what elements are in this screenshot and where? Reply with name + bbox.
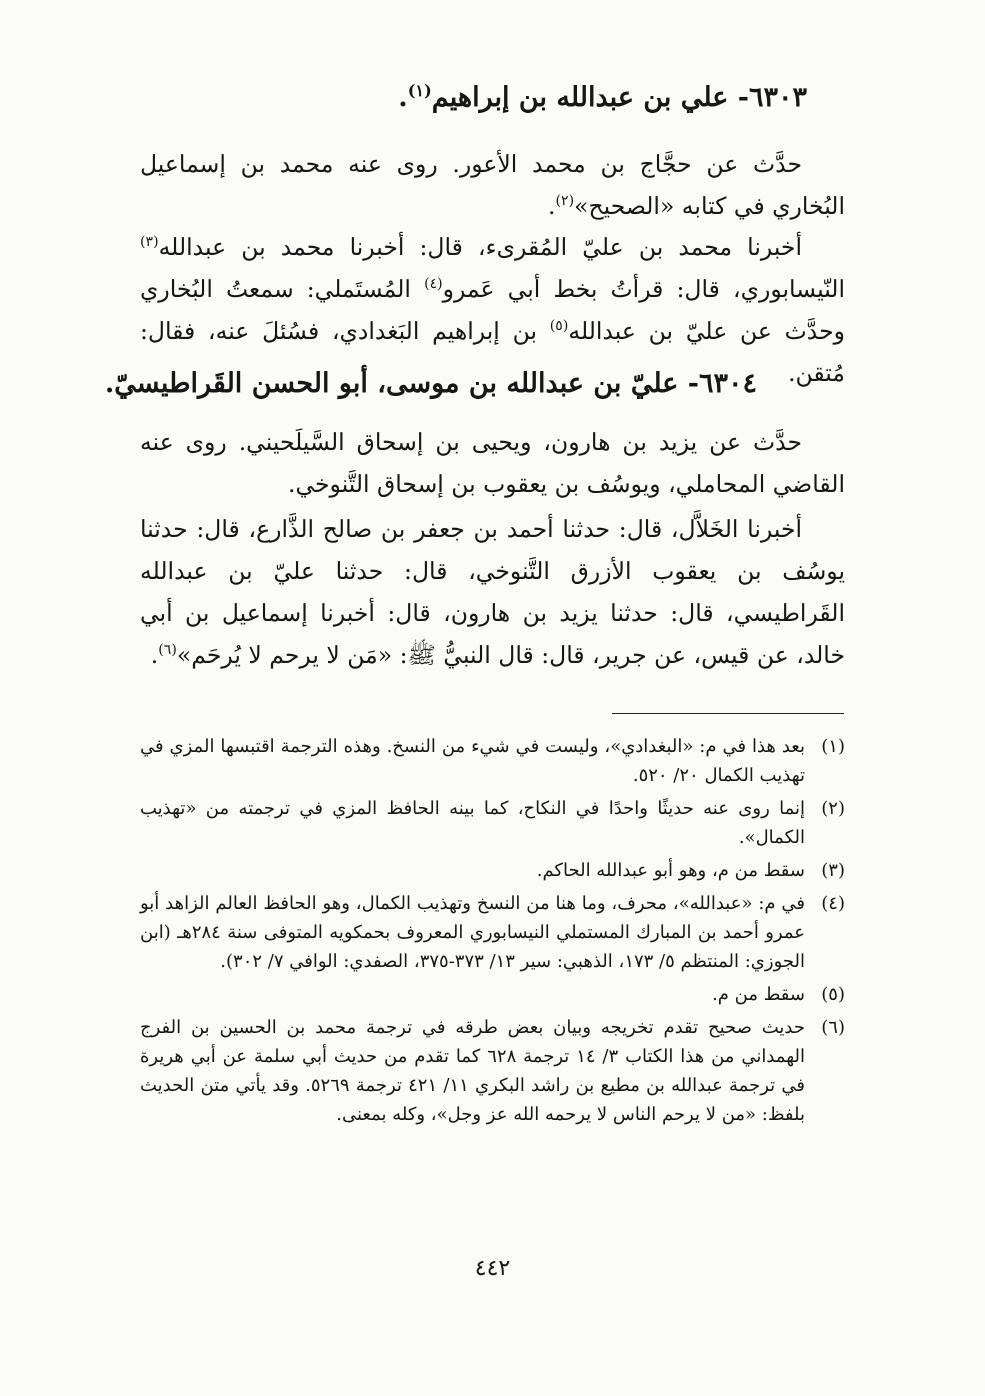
entry-title-text: ٦٣٠٤- عليّ بن عبدالله بن موسى، أبو الحسن القَراطيسيّ. — [104, 368, 757, 399]
footnote-ref: (٦) — [158, 642, 177, 659]
footnote-ref: (٤) — [424, 276, 443, 293]
footnote-item — [140, 732, 845, 790]
footnote-number: (١) — [821, 736, 845, 757]
footnote-number: (٦) — [821, 1017, 845, 1038]
footnote-separator — [612, 713, 844, 714]
footnote-ref: (٥) — [549, 318, 569, 335]
footnote-number: (٤) — [821, 893, 845, 914]
footnote-item — [140, 794, 845, 852]
footnote-text: سقط من م. — [712, 984, 805, 1005]
entry-paragraph: حدَّث عن يزيد بن هارون، ويحيى بن إسحاق السَّيلَحيني. روى عنه القاضي المحاملي، ويوسُف بن يعقوب بن إسحاق التَّنوخي. — [140, 428, 845, 498]
footnote-item — [140, 980, 845, 1009]
entry-title: ٦٣٠٣- علي بن عبدالله بن إبراهيم$^{(١)}$. — [398, 81, 807, 113]
footnotes-list — [140, 732, 845, 1133]
footnote-text: إنما روى عنه حديثًا واحدًا في النكاح، كما بينه الحافظ المزي في ترجمته من «تهذيب الكمال». — [140, 798, 805, 848]
footnote-ref: (٣) — [140, 234, 159, 251]
entry-paragraph: حدَّث عن حجَّاج بن محمد الأعور. روى عنه محمد بن إسماعيل البُخاري في كتابه «الصحيح»$^{(٢)}$. — [140, 150, 845, 220]
footnote-ref: (٢) — [555, 193, 575, 210]
footnote-ref: (١) — [407, 81, 432, 100]
footnote-text: سقط من م، وهو أبو عبدالله الحاكم. — [536, 860, 805, 881]
footnote-number: (٢) — [821, 798, 845, 819]
footnote-text: بعد هذا في م: «البغدادي»، وليست في شيء من النسخ. وهذه الترجمة اقتبسها المزي في تهذيب الكمال ٢٠/ ٥٢٠. — [140, 736, 805, 786]
footnote-item — [140, 889, 845, 976]
footnote-number: (٥) — [821, 984, 845, 1005]
footnote-item — [140, 856, 845, 885]
footnote-text: حديث صحيح تقدم تخريجه وبيان بعض طرقه في ترجمة محمد بن الحسين بن الفرج الهمداني من هذا الكتاب ٣/ ١٤ ترجمة ٦٢٨ كما تقدم من حديث أبي سلمة عن أبي هريرة في ترجمة عبدالله بن مطيع بن راشد البكري ١١/ ٤٢١ ترجمة ٥٢٦٩. وقد يأتي متن الحديث بلفظ: «من لا يرحم الناس لا يرحمه الله عز وجل»، وكله بمعنى. — [140, 1017, 805, 1125]
entry-title — [105, 364, 757, 404]
footnote-item — [140, 1013, 845, 1129]
footnote-text: في م: «عبدالله»، محرف، وما هنا من النسخ وتهذيب الكمال، وهو الحافظ العالم الزاهد أبو عمرو أحمد بن المبارك المستملي النيسابوري المعروف بحمكويه المتوفى سنة ٢٨٤هـ (ابن الجوزي: المنتظم ٥/ ١٧٣، الذهبي: سير ١٣/ ٣٧٣-٣٧٥، الصفدي: الوافي ٧/ ٣٠٢). — [140, 893, 805, 972]
page-number: ٤٤٢ — [474, 1256, 511, 1281]
entry-paragraph: أخبرنا الخَلاَّل، قال: حدثنا أحمد بن جعفر بن صالح الذَّارع، قال: حدثنا يوسُف بن يعقوب الأزرق التَّنوخي، قال: حدثنا عليّ بن عبدالله القَراطيسي، قال: حدثنا يزيد بن هارون، قال: أخبرنا إسماعيل بن أبي خالد، عن قيس، عن جرير، قال: قال النبيُّ ﷺ: «مَن لا يرحم لا يُرحَم»$^{(٦)}$. — [140, 515, 845, 669]
entry-title-text: ٦٣٠٣- علي بن عبدالله بن إبراهيم — [431, 82, 807, 113]
footnote-number: (٣) — [821, 860, 845, 881]
entry-paragraph: أخبرنا محمد بن عليّ المُقرىء، قال: أخبرنا محمد بن عبدالله$^{(٣)}$ النّيسابوري، قال: قرأتُ بخط أبي عَمرو$^{(٤)}$ المُستَملي: سمعتُ البُخاري وحدَّث عن عليّ بن عبدالله$^{(٥)}$ بن إبراهيم البَغدادي، فسُئلَ عنه، فقال: مُتقن. — [140, 233, 846, 387]
